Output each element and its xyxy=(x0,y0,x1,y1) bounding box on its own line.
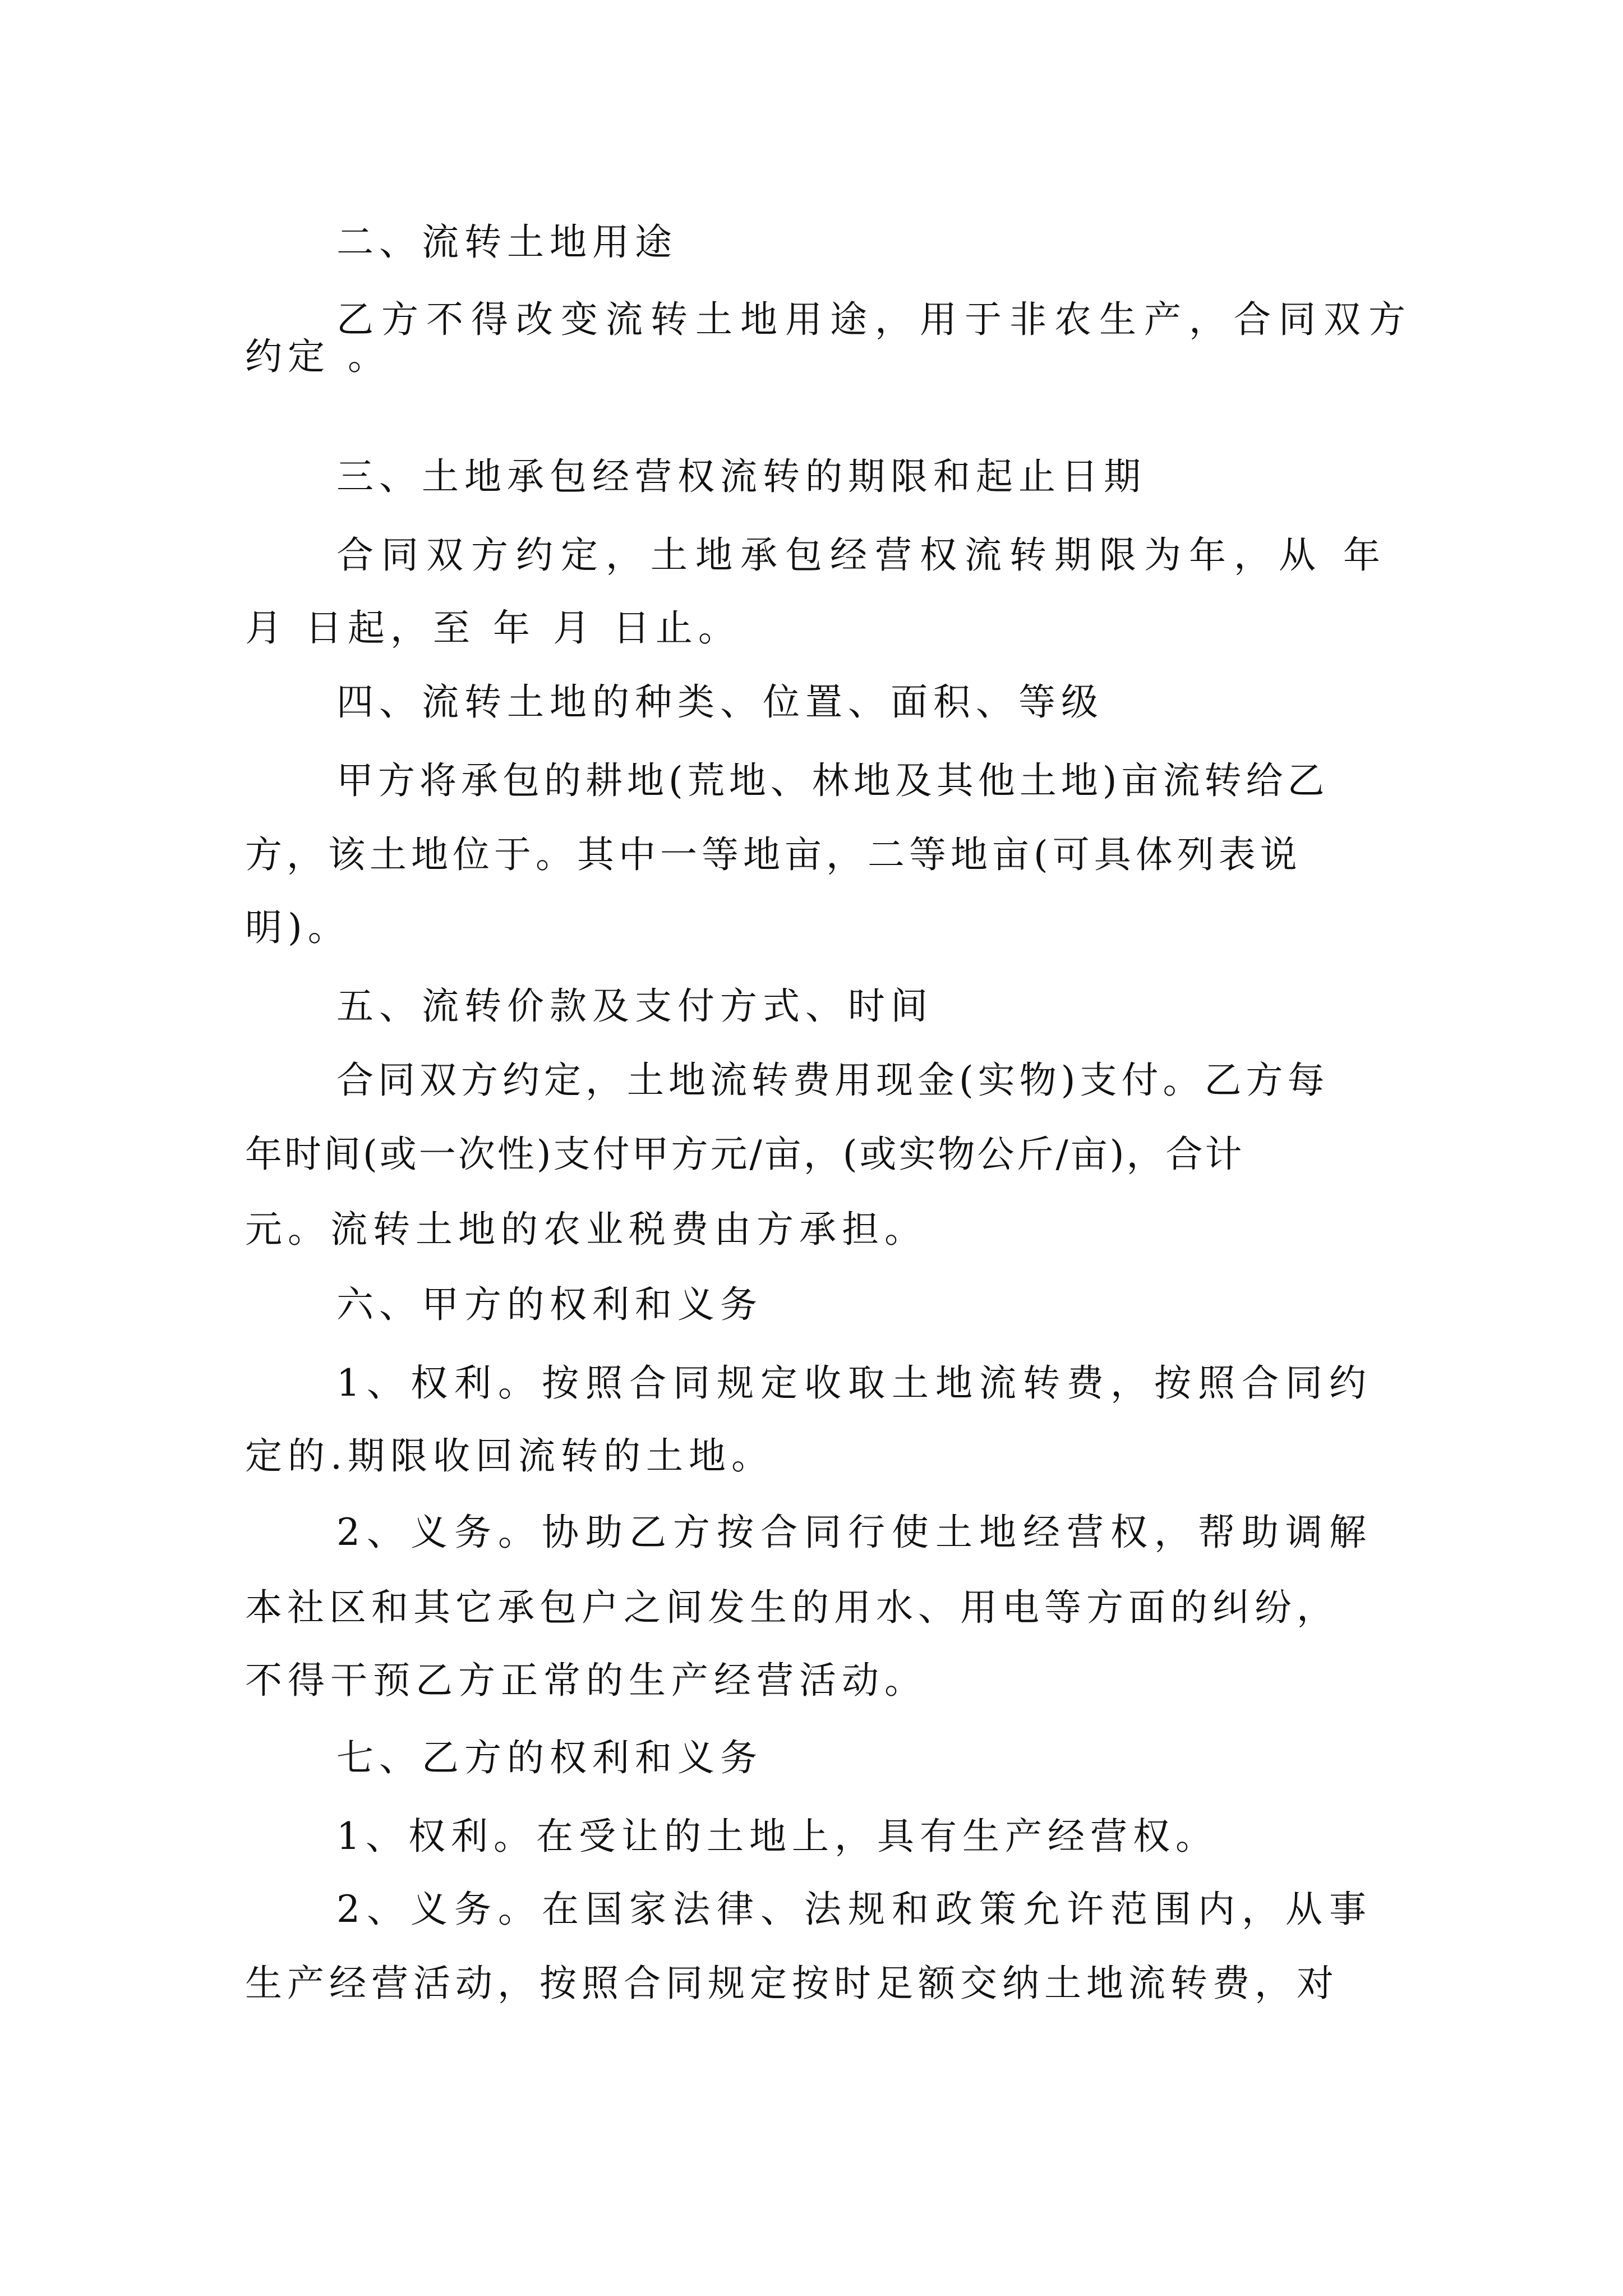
paragraph-line: 生产经营活动，按照合同规定按时足额交纳土地流转费，对 xyxy=(245,1962,1339,2005)
paragraph-line: 1、权利。按照合同规定收取土地流转费，按照合同约 xyxy=(336,1361,1373,1405)
paragraph-line: 方，该土地位于。其中一等地亩，二等地亩(可具体列表说 xyxy=(245,833,1302,876)
paragraph-line: 年时间(或一次性)支付甲方元/亩，(或实物公斤/亩)，合计 xyxy=(245,1133,1244,1176)
paragraph-line: 1、权利。在受让的土地上，具有生产经营权。 xyxy=(336,1815,1218,1858)
paragraph-line: 定的.期限收回流转的土地。 xyxy=(245,1434,774,1478)
section-heading-price: 五、流转价款及支付方式、时间 xyxy=(336,984,933,1028)
paragraph-line: 2、义务。在国家法律、法规和政策允许范围内，从事 xyxy=(336,1888,1373,1931)
paragraph-line: 元。流转土地的农业税费由方承担。 xyxy=(245,1208,927,1251)
paragraph-line: 乙方不得改变流转土地用途，用于非农生产，合同双方 xyxy=(336,298,1413,341)
section-heading-term: 三、土地承包经营权流转的期限和起止日期 xyxy=(336,455,1146,498)
paragraph-line: 月 日起，至 年 月 日止。 xyxy=(245,606,741,650)
paragraph-line: 合同双方约定，土地承包经营权流转期限为年，从 年 xyxy=(336,533,1388,577)
section-heading-usage: 二、流转土地用途 xyxy=(336,220,677,264)
paragraph-line: 甲方将承包的耕地(荒地、林地及其他土地)亩流转给乙 xyxy=(336,759,1329,802)
paragraph-line: 本社区和其它承包户之间发生的用水、用电等方面的纠纷， xyxy=(245,1586,1339,1629)
section-heading-party-b: 七、乙方的权利和义务 xyxy=(336,1736,763,1779)
paragraph-line: 明)。 xyxy=(245,906,351,949)
paragraph-line: 合同双方约定，土地流转费用现金(实物)支付。乙方每 xyxy=(336,1059,1329,1102)
section-heading-land-type: 四、流转土地的种类、位置、面积、等级 xyxy=(336,680,1104,724)
paragraph-line: 2、义务。协助乙方按合同行使土地经营权，帮助调解 xyxy=(336,1511,1373,1554)
section-heading-party-a: 六、甲方的权利和义务 xyxy=(336,1283,763,1326)
paragraph-line: 约定 。 xyxy=(245,335,390,378)
paragraph-line: 不得干预乙方正常的生产经营活动。 xyxy=(245,1659,927,1702)
